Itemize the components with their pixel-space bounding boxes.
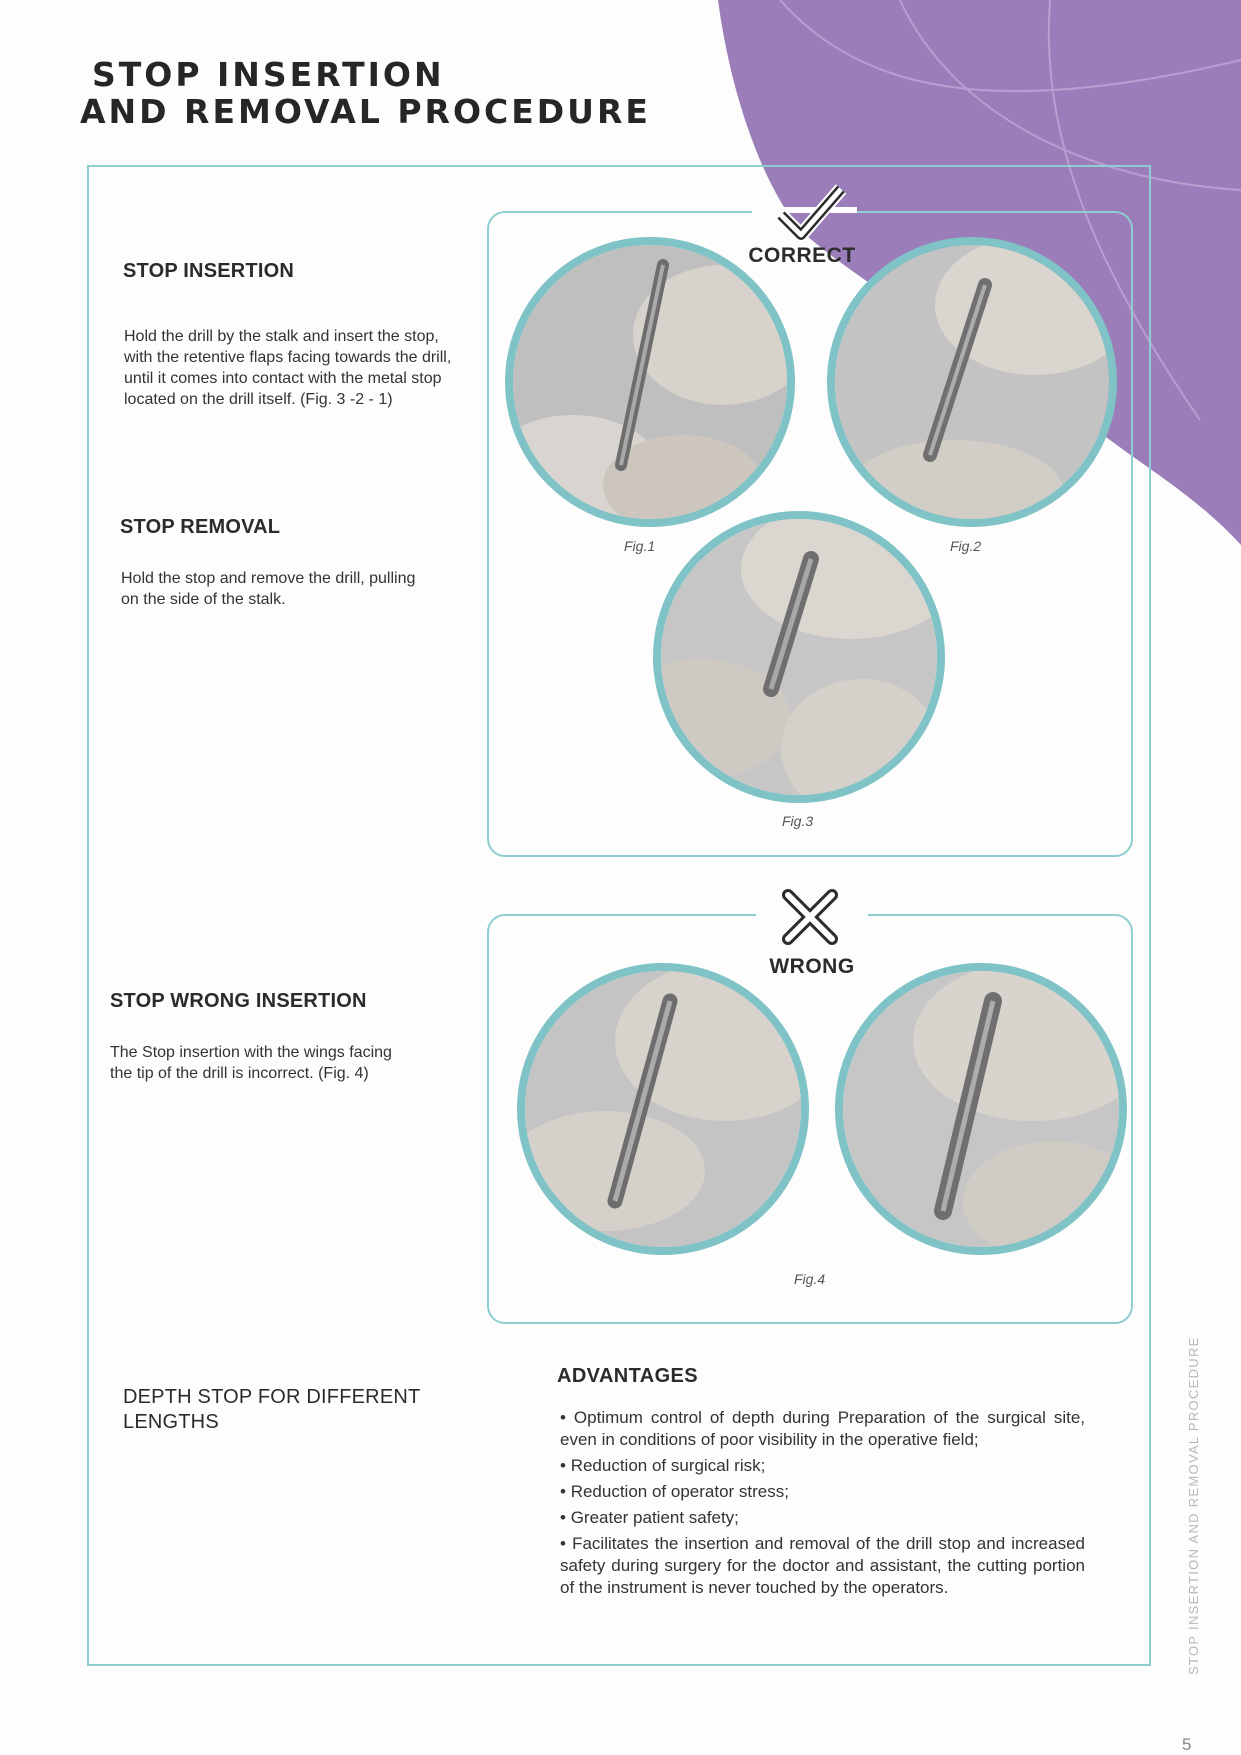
wrong-label: WRONG — [769, 955, 855, 978]
wrong-insertion-heading: STOP WRONG INSERTION — [110, 990, 367, 1012]
advantage-item: • Reduction of operator stress; — [560, 1481, 1085, 1503]
removal-heading: STOP REMOVAL — [120, 516, 281, 538]
fig2-caption: Fig.2 — [950, 538, 982, 554]
advantage-item: • Optimum control of depth during Preparation of the surgical site, even in conditions of poor visibility in the operative field; — [560, 1407, 1085, 1451]
insertion-text: Hold the drill by the stalk and insert the stop, with the retentive flaps facing towards the drill, until it comes into contact with the metal stop located on the drill itself. (Fig. 3 -2 - 1) — [124, 328, 452, 408]
correct-label: CORRECT — [748, 244, 856, 267]
checkmark-icon — [775, 183, 847, 243]
fig4-photo-left — [517, 963, 809, 1255]
advantage-item: • Reduction of surgical risk; — [560, 1455, 1085, 1477]
cross-icon — [780, 887, 840, 947]
page-title-line1: STOP INSERTION — [92, 55, 445, 94]
advantage-item: • Greater patient safety; — [560, 1507, 1085, 1529]
vertical-section-title: STOP INSERTION AND REMOVAL PROCEDURE — [1186, 1336, 1201, 1675]
fig2-photo — [827, 237, 1117, 527]
insertion-heading: STOP INSERTION — [123, 260, 294, 282]
page-number: 5 — [1182, 1735, 1192, 1754]
wrong-insertion-text: The Stop insertion with the wings facing the tip of the drill is incorrect. (Fig. 4) — [110, 1044, 392, 1082]
removal-text: Hold the stop and remove the drill, pulling on the side of the stalk. — [121, 570, 416, 608]
fig3-caption: Fig.3 — [782, 813, 814, 829]
fig1-caption: Fig.1 — [624, 538, 656, 554]
page-title — [80, 55, 651, 131]
fig1-photo — [505, 237, 795, 527]
advantages-heading: ADVANTAGES — [557, 1365, 699, 1387]
advantage-item: • Facilitates the insertion and removal of the drill stop and increased safety during surgery for the doctor and assistant, the cutting portion of the instrument is never touched by the operators. — [560, 1533, 1085, 1599]
fig4-caption: Fig.4 — [794, 1271, 826, 1287]
page-title-line2: AND REMOVAL PROCEDURE — [80, 92, 651, 131]
fig3-photo — [653, 511, 945, 803]
fig4-photo-right — [835, 963, 1127, 1255]
advantages-list — [560, 1407, 1085, 1603]
depth-stop-heading: DEPTH STOP FOR DIFFERENT LENGTHS — [123, 1386, 421, 1433]
